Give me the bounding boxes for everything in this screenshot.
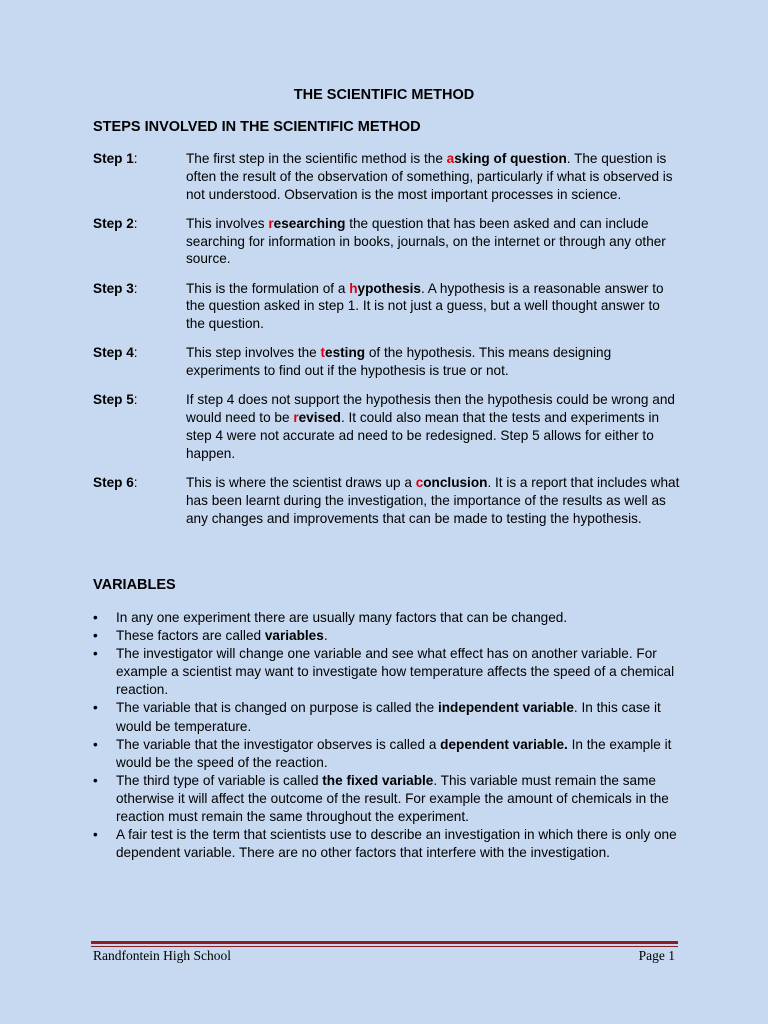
highlight-letter: a	[446, 151, 455, 166]
bullet-item: • These factors are called variables.	[93, 627, 683, 645]
step-item	[93, 474, 683, 527]
section-heading-variables: VARIABLES	[93, 577, 176, 593]
step-label: Step 1:	[93, 151, 138, 166]
bullet-icon: •	[93, 610, 98, 625]
highlight-letter: c	[415, 474, 424, 490]
step-item	[93, 215, 683, 268]
steps-list	[93, 150, 683, 539]
step-text: The first step in the scientific method is the asking of question. The question is often the result of the observation of something, particularly if what is observed is not understood. Observation is the most important processes in science.	[186, 151, 673, 202]
highlight-letter: h	[349, 280, 358, 296]
bullet-item: • The investigator will change one variable and see what effect has on another variable. For example a scientist may want to investigate how temperature affects the speed of a chemical reaction.	[93, 646, 675, 698]
step-item	[93, 150, 683, 203]
step-label: Step 3:	[93, 280, 138, 296]
highlight-letter: t	[320, 345, 326, 361]
bullet-item: • A fair test is the term that scientists use to describe an investigation in which there is only one dependent variable. There are no other factors that interfere with the investigation.	[93, 827, 677, 861]
footer-rule-thin	[91, 946, 678, 947]
step-item	[93, 391, 683, 462]
step-item	[93, 280, 683, 333]
bullet-icon: •	[93, 736, 98, 752]
step-label: Step 5:	[93, 392, 138, 408]
highlight-letter: r	[293, 410, 299, 426]
step-text: This is the formulation of a hypothesis. A hypothesis is a reasonable answer to the question asked in step 1. It is not just a guess, but a well thought answer to the question.	[186, 280, 664, 332]
bullet-icon: •	[93, 827, 98, 843]
step-label: Step 4:	[93, 345, 138, 361]
footer-page-number: Page 1	[638, 948, 675, 963]
step-label: Step 2:	[93, 215, 138, 231]
step-text: This involves researching the question that has been asked and can include searching for information in books, journals, on the internet or through any other source.	[186, 215, 666, 267]
step-text: This step involves the testing of the hypothesis. This means designing experiments to find out if the hypothesis is true or not.	[186, 345, 612, 379]
bullet-item: • The variable that the investigator observes is called a dependent variable. In the example it would be the speed of the reaction.	[93, 736, 672, 770]
step-text: This is where the scientist draws up a conclusion. It is a report that includes what has been learnt during the investigation, the importance of the results as well as any changes and improvements that can be made to testing the hypothesis.	[186, 474, 680, 526]
step-text: If step 4 does not support the hypothesis then the hypothesis could be wrong and would need to be revised. It could also mean that the tests and experiments in step 4 were not accurate ad need to be redesigned. Step 5 allows for either to happen.	[186, 392, 675, 461]
step-item	[93, 344, 683, 380]
step-label: Step 6:	[93, 474, 138, 490]
bullet-item: • The variable that is changed on purpose is called the independent variable. In this case it would be temperature.	[93, 700, 661, 734]
bullet-icon: •	[93, 700, 98, 716]
highlight-letter: r	[268, 215, 274, 231]
footer-school-name: Randfontein High School	[93, 948, 231, 963]
bullet-icon: •	[93, 772, 98, 788]
document-title: THE SCIENTIFIC METHOD	[293, 87, 475, 103]
bullet-icon: •	[93, 646, 98, 662]
variables-bullet-list	[93, 609, 683, 862]
section-heading-steps: STEPS INVOLVED IN THE SCIENTIFIC METHOD	[93, 119, 421, 135]
bullet-item: • In any one experiment there are usually many factors that can be changed.	[93, 609, 683, 627]
footer-rule	[91, 941, 678, 944]
bullet-item: • The third type of variable is called the fixed variable. This variable must remain the same otherwise it will affect the outcome of the result. For example the amount of chemicals in the reaction must remain the same throughout the experiment.	[93, 772, 669, 825]
bullet-icon: •	[93, 628, 98, 644]
